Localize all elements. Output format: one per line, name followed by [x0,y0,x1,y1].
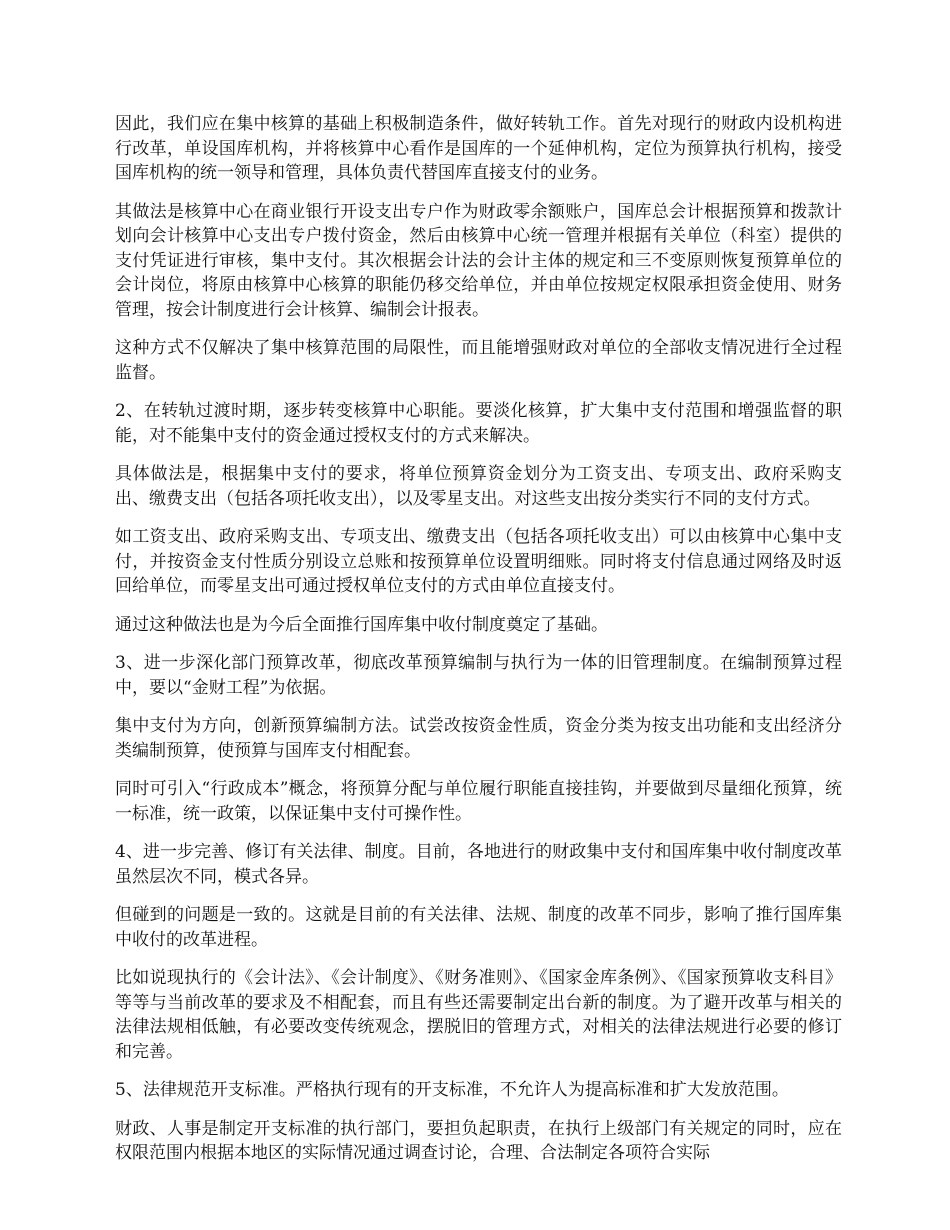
paragraph-7: 通过这种做法也是为今后全面推行国库集中收付制度奠定了基础。 [115,614,608,635]
paragraph-12: 但碰到的问题是一致的。这就是目前的有关法律、法规、制度的改革不同步，影响了推行国库集中收付的改革进程。 [115,905,842,950]
paragraph-10: 同时可引入“行政成本”概念，将预算分配与单位履行职能直接挂钩，并要做到尽量细化预算，统一标准，统一政策，以保证集中支付可操作性。 [115,779,842,824]
document-body [115,112,842,1180]
paragraph-15: 财政、人事是制定开支标准的执行部门，要担负起职责，在执行上级部门有关规定的同时，应在权限范围内根据本地区的实际情况通过调查讨论，合理、合法制定各项符合实际 [115,1118,842,1163]
paragraph-9: 集中支付为方向，创新预算编制方法。试尝改按资金性质，资金分类为按支出功能和支出经济分类编制预算，使预算与国库支付相配套。 [115,716,842,761]
paragraph-4: 2、在转轨过渡时期，逐步转变核算中心职能。要淡化核算，扩大集中支付范围和增强监督的职能，对不能集中支付的资金通过授权支付的方式来解决。 [115,401,842,446]
paragraph-3: 这种方式不仅解决了集中核算范围的局限性，而且能增强财政对单位的全部收支情况进行全过程监督。 [115,338,842,383]
paragraph-11: 4、进一步完善、修订有关法律、制度。目前，各地进行的财政集中支付和国库集中收付制度改革虽然层次不同，模式各异。 [115,842,842,887]
paragraph-1: 因此，我们应在集中核算的基础上积极制造条件，做好转轨工作。首先对现行的财政内设机构进行改革，单设国库机构，并将核算中心看作是国库的一个延伸机构，定位为预算执行机构，接受国库机构的统一领导和管理，具体负责代替国库直接支付的业务。 [115,114,842,183]
paragraph-8: 3、进一步深化部门预算改革，彻底改革预算编制与执行为一体的旧管理制度。在编制预算过程中，要以“金财工程”为依据。 [115,653,842,698]
paragraph-14: 5、法律规范开支标准。严格执行现有的开支标准，不允许人为提高标准和扩大发放范围。 [115,1080,789,1100]
paragraph-6: 如工资支出、政府采购支出、专项支出、缴费支出（包括各项托收支出）可以由核算中心集中支付，并按资金支付性质分别设立总账和按预算单位设置明细账。同时将支付信息通过网络及时返回给单位，而零星支出可通过授权单位支付的方式由单位直接支付。 [115,527,842,596]
paragraph-5: 具体做法是，根据集中支付的要求，将单位预算资金划分为工资支出、专项支出、政府采购支出、缴费支出（包括各项托收支出），以及零星支出。对这些支出按分类实行不同的支付方式。 [115,464,842,509]
paragraph-13: 比如说现执行的《会计法》、《会计制度》、《财务准则》、《国家金库条例》、《国家预算收支科目》等等与当前改革的要求及不相配套，而且有些还需要制定出台新的制度。为了避开改革与相关的法律法规相低触，有必要改变传统观念，摆脱旧的管理方式，对相关的法律法规进行必要的修订和完善。 [115,968,842,1062]
paragraph-2: 其做法是核算中心在商业银行开设支出专户作为财政零余额账户，国库总会计根据预算和拨款计划向会计核算中心支出专户拨付资金，然后由核算中心统一管理并根据有关单位（科室）提供的支付凭证进行审核，集中支付。其次根据会计法的会计主体的规定和三不变原则恢复预算单位的会计岗位，将原由核算中心核算的职能仍移交给单位，并由单位按规定权限承担资金使用、财务管理，按会计制度进行会计核算、编制会计报表。 [115,201,842,320]
